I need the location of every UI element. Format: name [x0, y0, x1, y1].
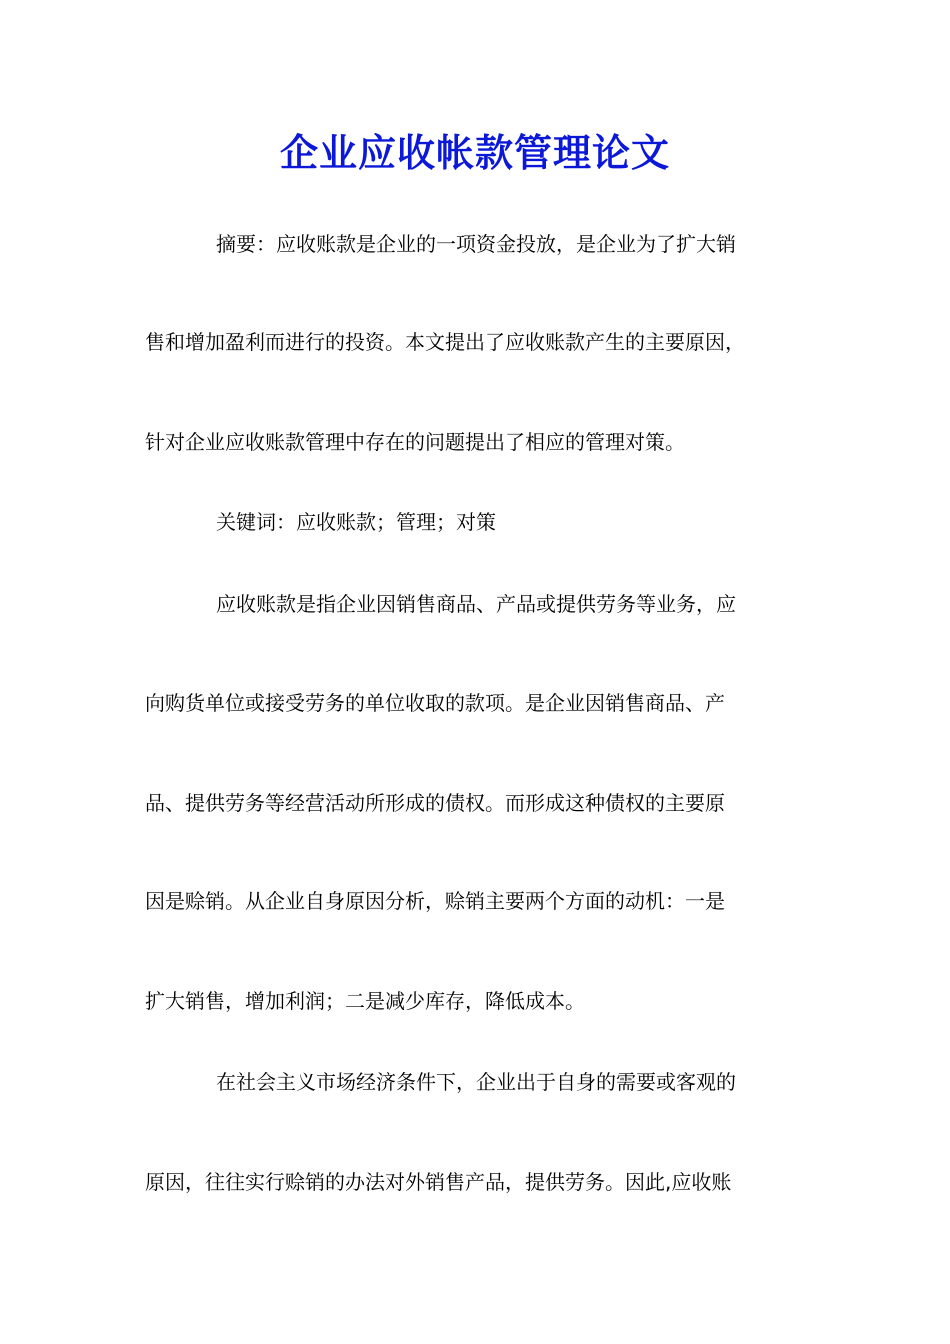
paragraph-1-line-1: 应收账款是指企业因销售商品、产品或提供劳务等业务，应 [216, 592, 736, 616]
paragraph-2-line-1: 在社会主义市场经济条件下，企业出于自身的需要或客观的 [216, 1070, 736, 1094]
document-title: 企业应收帐款管理论文 [279, 130, 670, 175]
abstract-line-3: 针对企业应收账款管理中存在的问题提出了相应的管理对策。 [145, 430, 685, 454]
abstract-line-2: 售和增加盈利而进行的投资。本文提出了应收账款产生的主要原因， [145, 330, 745, 354]
paragraph-2-line-2: 原因，往往实行赊销的办法对外销售产品，提供劳务。因此,应收账 [145, 1170, 732, 1194]
paragraph-1-line-2: 向购货单位或接受劳务的单位收取的款项。是企业因销售商品、产 [145, 691, 725, 715]
paragraph-1-line-4: 因是赊销。从企业自身原因分析，赊销主要两个方面的动机：一是 [145, 889, 725, 913]
abstract-line-1: 摘要：应收账款是企业的一项资金投放，是企业为了扩大销 [216, 232, 736, 256]
keywords-line: 关键词：应收账款；管理；对策 [216, 510, 496, 534]
paragraph-1-line-5: 扩大销售，增加利润；二是减少库存，降低成本。 [145, 989, 585, 1013]
paragraph-1-line-3: 品、提供劳务等经营活动所形成的债权。而形成这种债权的主要原 [145, 791, 725, 815]
